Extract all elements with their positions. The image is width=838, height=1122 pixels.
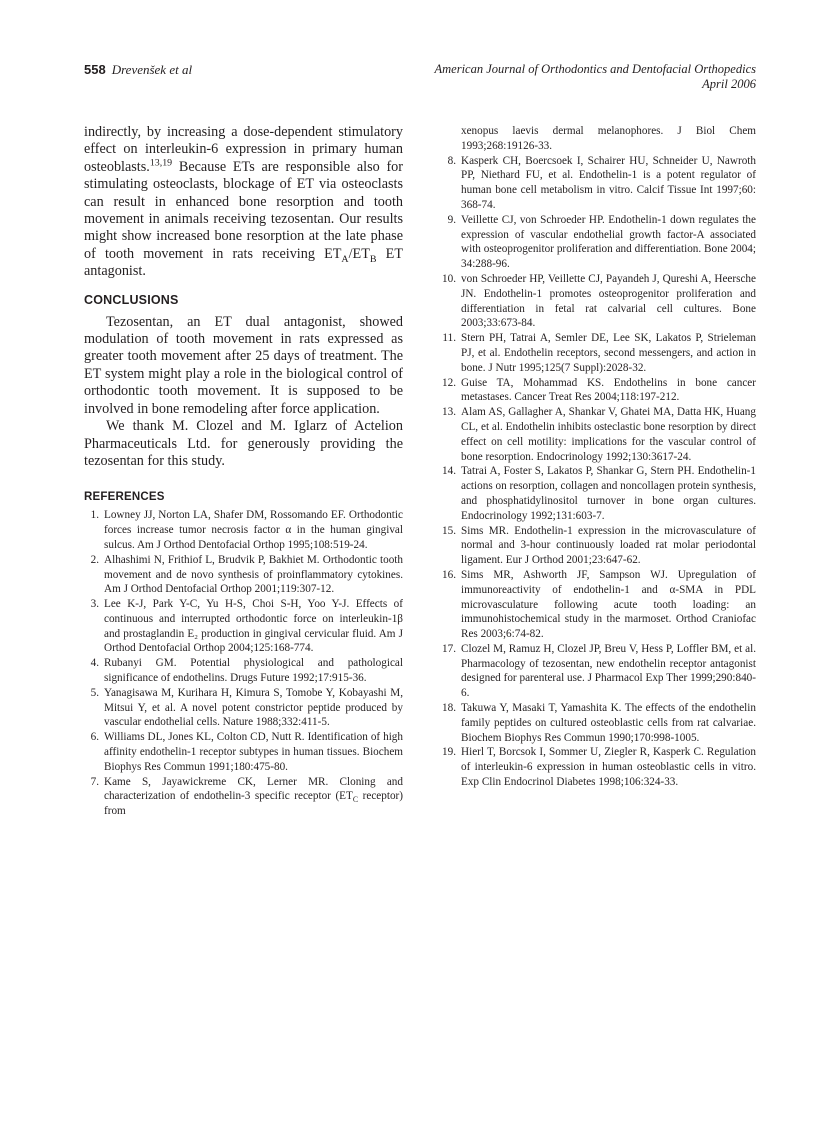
reference-text [461, 331, 756, 375]
reference-body: Lowney JJ, Norton LA, Shafer DM, Rossomando EF. Orthodontic forces increase tumor necrosis factor α in the human gingival sulcus. Am J Orthod Dentofacial Orthop 1995;108:519-24. [104, 509, 403, 551]
discussion-paragraph [84, 124, 403, 281]
reference-number: 13. [442, 406, 456, 419]
discussion-text: /ET [348, 245, 370, 262]
subscript: A [341, 253, 349, 265]
reference-number: 11. [442, 332, 456, 345]
reference-item [84, 508, 403, 552]
reference-body: Sims MR. Endothelin-1 expression in the microvasculature of normal and 3-hour continuously loaded rat molar periodontal ligament. Eur J Orthod 2001;23:647-62. [461, 524, 756, 567]
reference-text [461, 464, 756, 523]
issue-date: April 2006 [702, 77, 756, 91]
reference-number: 8. [447, 154, 456, 167]
reference-text [461, 745, 756, 789]
reference-list-right [441, 154, 756, 790]
reference-text [104, 656, 403, 686]
reference-body: Alam AS, Gallagher A, Shankar V, Ghatei MA, Datta HK, Huang CL, et al. Endothelin inhibits osteclastic bone resorption by direct effect on cell motility: implications for the vascular control of bone resorption. Endocrinology 1992;130:3617-24. [461, 406, 756, 463]
reference-number: 6. [90, 731, 99, 744]
reference-body: Hierl T, Borcsok I, Sommer U, Ziegler R, Kasperk C. Regulation of interleukin-6 expression in human osteoblastic cells in vitro. Exp Clin Endocrinol Diabetes 1998;106:324-33. [461, 746, 756, 789]
reference-body: receptor) from [104, 790, 403, 818]
reference-list-left [84, 508, 403, 819]
reference-body: Takuwa Y, Masaki T, Yamashita K. The effects of the endothelin family peptides on cultured osteoblastic cells from rat calvariae. Biochem Biophys Res Commun 1990;170:998-1005. [461, 702, 756, 744]
reference-body: Sims MR, Ashworth JF, Sampson WJ. Upregulation of immunoreactivity of endothelin-1 and α-SMA in PDL microvasculature following acute tooth loading: an immunohistochemical study in the marmoset. Orthod Craniofac Res 2003;6:74-82. [461, 568, 756, 641]
reference-body: Stern PH, Tatrai A, Semler DE, Lee SK, Lakatos P, Strieleman PJ, et al. Endothelin receptors, second messengers, and action in bone. J Nutr 1995;125(7 Suppl):2028-32. [461, 332, 756, 374]
reference-item [441, 745, 756, 789]
reference-body: Rubanyi GM. Potential physiological and pathological significance of endothelins. Drugs Future 1992;17:915-36. [104, 657, 403, 685]
reference-number: 10. [442, 272, 456, 285]
reference-item [84, 656, 403, 686]
reference-body: Kasperk CH, Boercsoek I, Schairer HU, Schneider U, Nawroth PP, Niethard FU, et al. Endothelin-1 is a potent regulator of human bone cell metabolism in vitro. Calcif Tissue Int 1997;60: 368-74. [461, 154, 756, 211]
reference-item [441, 376, 756, 406]
reference-item [441, 331, 756, 375]
reference-text [461, 213, 756, 272]
reference-number: 16. [442, 568, 456, 581]
reference-item [441, 642, 756, 701]
reference-text [104, 730, 403, 774]
reference-item [441, 272, 756, 331]
reference-number: 9. [447, 213, 456, 226]
subscript: B [369, 253, 377, 265]
reference-body: Tatrai A, Foster S, Lakatos P, Shankar G, Stern PH. Endothelin-1 actions on resorption, collagen and noncollagen protein synthesis, and phosphatidylinositol turnover in bone organ cultures. Endocrinology 1992;131:603-7. [461, 465, 756, 522]
reference-text [461, 701, 756, 745]
reference-item [441, 405, 756, 464]
reference-text [461, 272, 756, 331]
reference-text [104, 508, 403, 552]
reference-item [441, 568, 756, 642]
citation: 13,19 [149, 157, 173, 169]
reference-item [441, 464, 756, 523]
journal-title: American Journal of Orthodontics and Dentofacial Orthopedics [434, 62, 756, 76]
reference-body: Guise TA, Mohammad KS. Endothelins in bone cancer metastases. Cancer Treat Res 2004;118:197-212. [461, 376, 756, 404]
reference-number: 7. [90, 775, 99, 788]
reference-body: von Schroeder HP, Veillette CJ, Payandeh J, Qureshi A, Heersche JN. Endothelin-1 promotes osteoprogenitor proliferation and differentiation in fetal rat calvarial cell cultures. Bone 2003;33:673-84. [461, 272, 756, 330]
running-header-right [435, 62, 757, 92]
reference-item [84, 597, 403, 656]
reference-item [441, 154, 756, 213]
reference-body: Clozel M, Ramuz H, Clozel JP, Breu V, Hess P, Loffler BM, et al. Pharmacology of tezosentan, new endothelin receptor antagonist designed for parenteral use. J Pharmacol Exp Ther 1999;290:840-6. [461, 642, 756, 700]
reference-text [461, 524, 756, 568]
reference-text [461, 154, 756, 213]
reference-number: 18. [442, 702, 456, 715]
reference-text [104, 686, 403, 730]
reference-number: 19. [442, 746, 456, 759]
reference-continuation [441, 124, 756, 154]
reference-number: 1. [90, 509, 99, 522]
reference-item [441, 701, 756, 745]
reference-number: 12. [442, 376, 456, 389]
acknowledgment-paragraph: We thank M. Clozel and M. Iglarz of Actelion Pharmaceuticals Ltd. for generously providing the tezosentan for this study. [84, 418, 403, 469]
reference-item [84, 775, 403, 819]
reference-text [461, 376, 756, 406]
reference-text [104, 775, 403, 819]
page-number: 558 [84, 62, 106, 77]
reference-number: 4. [90, 657, 99, 670]
references-heading: REFERENCES [84, 491, 165, 504]
reference-body: Williams DL, Jones KL, Colton CD, Nutt R. Identification of high affinity endothelin-1 receptor subtypes in human tissues. Biochem Biophys Res Commun 1991;180:475-80. [104, 731, 403, 773]
reference-number: 5. [90, 686, 99, 699]
reference-body: Alhashimi N, Frithiof L, Brudvik P, Bakhiet M. Orthodontic tooth movement and de novo synthesis of proinflammatory cytokines. Am J Orthod Dentofacial Orthop 2001;119:307-12. [104, 553, 403, 596]
reference-item [84, 553, 403, 597]
conclusions-heading: CONCLUSIONS [84, 292, 179, 307]
reference-text [104, 553, 403, 597]
reference-text [461, 642, 756, 701]
left-column [84, 124, 403, 819]
reference-body: Lee K-J, Park Y-C, Yu H-S, Choi S-H, Yoo Y-J. Effects of continuous and interrupted orthodontic force on interleukin-1β and prostaglandin E₂ production in gingival cervicular fluid. Am J Orthod Dentofacial Orthop 2004;125:168-774. [104, 598, 403, 655]
right-column [441, 124, 756, 790]
reference-item [441, 524, 756, 568]
discussion-text: Because ETs are responsible also for stimulating osteoclasts, blockage of ET via osteoclasts can result in enhanced bone resorption and tooth movement in animals receiving tezosentan. Our results might show increased bone resorption at the late phase of tooth movement in rats receiving ET [84, 158, 403, 262]
reference-item [84, 730, 403, 774]
running-authors: Drevenšek et al [111, 62, 193, 77]
reference-number: 3. [90, 598, 99, 611]
reference-text [104, 597, 403, 656]
reference-body: Veillette CJ, von Schroeder HP. Endothelin-1 down regulates the expression of vascular endothelial growth factor-A associated with osteoprogenitor proliferation and differentiation. Bone 2004; 34:288-96. [461, 213, 756, 271]
discussion-text: indirectly, by increasing a dose-dependent stimulatory effect on interleukin-6 expression in primary human osteoblasts. [84, 124, 403, 175]
conclusions-paragraph: Tezosentan, an ET dual antagonist, showed modulation of tooth movement in rats expressed as greater tooth movement after 25 days of treatment. The ET system might play a role in the biological control of orthodontic tooth movement. It is supposed to be involved in bone remodeling after force application. [84, 313, 403, 417]
subscript: C [352, 795, 359, 805]
reference-body: Kame S, Jayawickreme CK, Lerner MR. Cloning and characterization of endothelin-3 specific receptor (ET [104, 775, 403, 803]
reference-text: xenopus laevis dermal melanophores. J Biol Chem 1993;268:19126-33. [461, 125, 756, 152]
discussion-text: ET antagonist. [84, 245, 403, 280]
reference-number: 14. [442, 465, 456, 478]
reference-item [441, 213, 756, 272]
running-header-left [84, 62, 192, 78]
reference-item [84, 686, 403, 730]
reference-body: Yanagisawa M, Kurihara H, Kimura S, Tomobe Y, Kobayashi M, Mitsui Y, et al. A novel potent constrictor peptide produced by vascular endothelial cells. Nature 1988;332:411-5. [104, 686, 403, 729]
reference-text [461, 405, 756, 464]
reference-number: 15. [442, 524, 456, 537]
reference-number: 2. [90, 553, 99, 566]
reference-number: 17. [442, 642, 456, 655]
reference-text [461, 568, 756, 642]
